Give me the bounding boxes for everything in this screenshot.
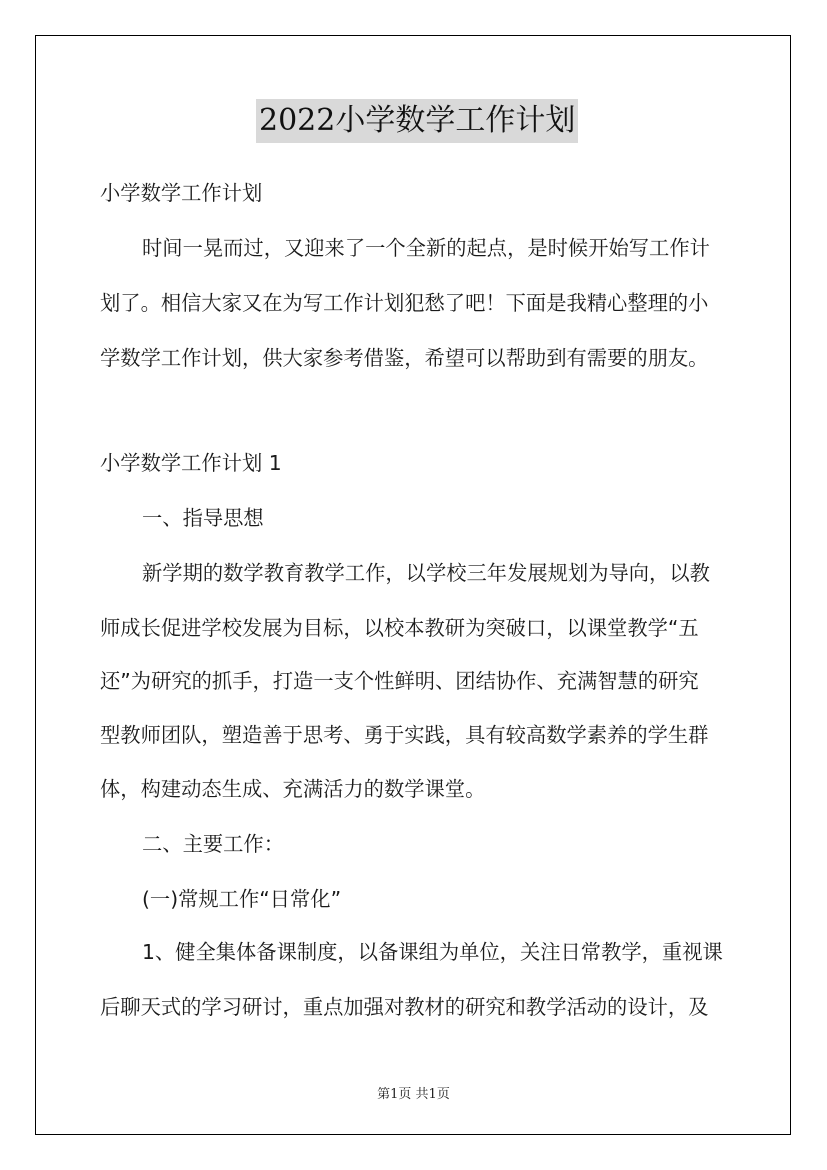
page-footer: 第1页 共1页 <box>377 1087 450 1102</box>
text-line: 后聊天式的学习研讨，重点加强对教材的研究和教学活动的设计，及 <box>100 995 709 1019</box>
text-line: 师成长促进学校发展为目标，以校本教研为突破口，以课堂教学“五 <box>100 616 699 640</box>
text-line: 划了。相信大家又在为写工作计划犯愁了吧！下面是我精心整理的小 <box>100 291 709 315</box>
text-line: 小学数学工作计划 1 <box>100 451 282 475</box>
text-line: 时间一晃而过，又迎来了一个全新的起点，是时候开始写工作计 <box>142 236 710 260</box>
text-line: 型教师团队，塑造善于思考、勇于实践，具有较高数学素养的学生群 <box>100 723 709 747</box>
document-title: 2022小学数学工作计划 <box>256 99 578 143</box>
text-line: 还”为研究的抓手，打造一支个性鲜明、团结协作、充满智慧的研究 <box>100 669 699 693</box>
text-line: 学数学工作计划，供大家参考借鉴，希望可以帮助到有需要的朋友。 <box>100 346 709 370</box>
text-line: 一、指导思想 <box>142 506 264 530</box>
text-line: 小学数学工作计划 <box>100 181 263 205</box>
text-line: 体，构建动态生成、充满活力的数学课堂。 <box>100 777 486 801</box>
text-line: 二、主要工作： <box>142 832 284 856</box>
text-line: 新学期的数学教育教学工作，以学校三年发展规划为导向，以教 <box>142 561 710 585</box>
text-line: (一)常规工作“日常化” <box>142 887 342 911</box>
text-line: 1、健全集体备课制度，以备课组为单位，关注日常教学，重视课 <box>142 940 723 964</box>
